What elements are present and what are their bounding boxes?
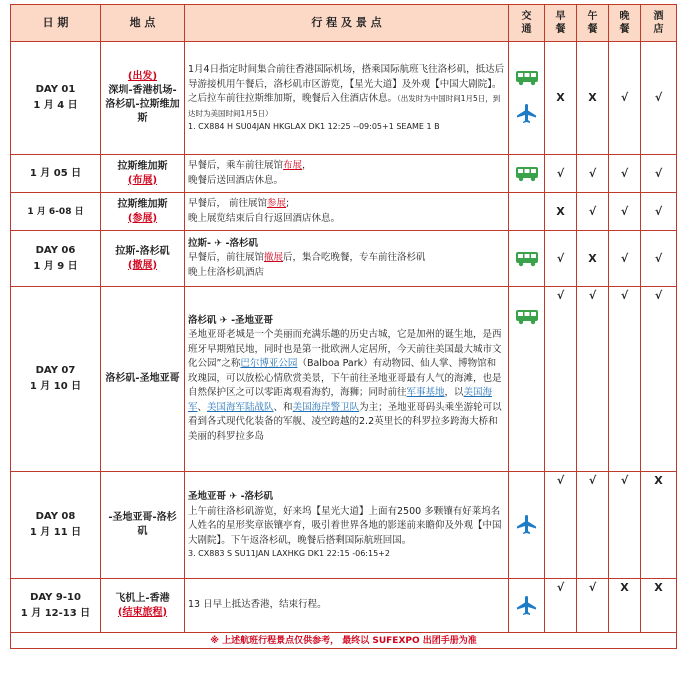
hotel-mark: √ [641, 42, 677, 155]
bus-icon [509, 309, 544, 325]
transport-cell [509, 579, 545, 633]
breakfast-mark: √ [545, 155, 577, 193]
day-cell: DAY 01 1 月 4 日 [11, 42, 101, 155]
plane-icon [509, 513, 544, 537]
lunch-mark: √ [577, 193, 609, 231]
header-date: 日 期 [11, 5, 101, 42]
breakfast-mark: X [545, 193, 577, 231]
itinerary-cell: 早餐后， 前往展馆参展; 晚上展览结束后自行返回酒店休息。 [185, 193, 509, 231]
location-cell: -圣地亚哥-洛杉矶 [101, 472, 185, 579]
location-cell: 拉斯维加斯 (布展) [101, 155, 185, 193]
plane-icon [509, 594, 544, 618]
dinner-mark: √ [609, 287, 641, 472]
lunch-mark: √ [577, 287, 609, 472]
header-lunch: 午 餐 [577, 5, 609, 42]
header-breakfast: 早 餐 [545, 5, 577, 42]
breakfast-mark: X [545, 42, 577, 155]
table-row [11, 287, 677, 472]
transport-cell [509, 155, 545, 193]
itinerary-cell: 洛杉矶 ✈ -圣地亚哥 圣地亚哥老城是一个美丽而充满乐趣的历史古城，它是加州的诞生地，是西班牙早期殖民地，同时也是第一批欧洲人定居所，今天前往美国最大城市文化公园”之称巴尔博亚公园（Balboa Park）有动物园、仙人掌、博物馆和玫瑰园，可以放松心情欣赏美景，下午前往圣地亚哥最有人气的海滩，也是自然保护区之可以零距离观看海豹，海狮；同时前往军事基地，以美国海军、美国海军陆战队、和美国海岸警卫队为主；圣地亚哥码头乘坐游轮可以看到各式现代化装备的军舰、凌空跨越的2.2英里长的科罗拉多跨海大桥和美丽的科罗拉多岛 [185, 287, 509, 472]
transport-cell [509, 287, 545, 472]
hotel-mark: X [641, 472, 677, 579]
link-us-marines[interactable]: 美国海军陆战队 [207, 401, 274, 413]
dinner-mark: √ [609, 42, 641, 155]
location-cell: (出发) 深圳-香港机场-洛杉矶-拉斯维加斯 [101, 42, 185, 155]
day-cell: DAY 06 1 月 9 日 [11, 231, 101, 287]
hotel-mark: √ [641, 287, 677, 472]
dinner-mark: √ [609, 472, 641, 579]
header-dinner: 晚 餐 [609, 5, 641, 42]
bus-icon [509, 70, 544, 86]
hotel-mark: √ [641, 193, 677, 231]
dinner-mark: X [609, 579, 641, 633]
itinerary-cell: 早餐后，乘车前往展馆布展， 晚餐后送回酒店休息。 [185, 155, 509, 193]
link-military-base[interactable]: 军事基地 [406, 387, 445, 399]
lunch-mark: √ [577, 472, 609, 579]
dinner-mark: √ [609, 155, 641, 193]
table-row [11, 155, 677, 193]
plane-icon [509, 102, 544, 126]
footer-note: ※ 上述航班行程景点仅供参考， 最终以 SUFEXPO 出团手册为准 [11, 633, 677, 649]
location-cell: 洛杉矶-圣地亚哥 [101, 287, 185, 472]
itinerary-cell: 1月4日指定时间集合前往香港国际机场，搭乘国际航班飞往洛杉矶，抵达后导游接机用午餐后，洛杉矶市区游览，【星光大道】及外观【中国大剧院】。之后拉车前往拉斯维加斯，晚餐后入住酒店休息。（出发时为中国时间1月5日，到达时为美国时间1月5日） 1. CX884 H SU04JAN HKGLAX DK1 12:25 --09:05+1 SEAME 1 B [185, 42, 509, 155]
dinner-mark: √ [609, 193, 641, 231]
location-cell: 拉斯-洛杉矶 (撤展) [101, 231, 185, 287]
table-row [11, 42, 677, 155]
day-cell: DAY 07 1 月 10 日 [11, 287, 101, 472]
location-cell: 拉斯维加斯 (参展) [101, 193, 185, 231]
transport-cell [509, 472, 545, 579]
day-cell: DAY 08 1 月 11 日 [11, 472, 101, 579]
hotel-mark: X [641, 579, 677, 633]
itinerary-cell: 13 日早上抵达香港，结束行程。 [185, 579, 509, 633]
itinerary-table [10, 4, 677, 649]
link-balboa-park[interactable]: 巴尔博亚公园 [240, 358, 298, 370]
lunch-mark: X [577, 231, 609, 287]
itinerary-cell: 圣地亚哥 ✈ -洛杉矶 上午前往洛杉矶游览，好来坞【星光大道】上面有2500 多颗镶有好莱坞名人姓名的星形奖章嵌镶亭育，吸引着世界各地的影迷前来瞻仰及外观【中国大剧院】。下午返洛杉矶，晚餐后搭剩国际航班回国。 3. CX883 S SU11JAN LAXHKG DK1 22:15 -06:15+2 [185, 472, 509, 579]
table-row [11, 193, 677, 231]
breakfast-mark: √ [545, 472, 577, 579]
breakfast-mark: √ [545, 231, 577, 287]
header-row [11, 5, 677, 42]
transport-cell [509, 193, 545, 231]
bus-icon [509, 166, 544, 182]
day-cell: DAY 9-10 1 月 12-13 日 [11, 579, 101, 633]
transport-cell [509, 42, 545, 155]
hotel-mark: √ [641, 231, 677, 287]
itinerary-cell: 拉斯- ✈ -洛杉矶 早餐后，前往展馆撤展后，集合吃晚餐，专车前往洛杉矶 晚上住洛杉矶酒店 [185, 231, 509, 287]
link-coast-guard[interactable]: 美国海岸警卫队 [292, 401, 360, 413]
link-us-navy[interactable]: 美国海军 [188, 387, 493, 413]
footer-row [11, 633, 677, 649]
hotel-mark: √ [641, 155, 677, 193]
table-row [11, 472, 677, 579]
header-location: 地 点 [101, 5, 185, 42]
header-hotel: 酒 店 [641, 5, 677, 42]
table-row [11, 231, 677, 287]
table-row [11, 579, 677, 633]
header-itinerary: 行 程 及 景 点 [185, 5, 509, 42]
breakfast-mark: √ [545, 287, 577, 472]
breakfast-mark: √ [545, 579, 577, 633]
lunch-mark: X [577, 42, 609, 155]
dinner-mark: √ [609, 231, 641, 287]
lunch-mark: √ [577, 579, 609, 633]
bus-icon [509, 251, 544, 267]
day-cell: 1 月 05 日 [11, 155, 101, 193]
lunch-mark: √ [577, 155, 609, 193]
header-transport: 交 通 [509, 5, 545, 42]
location-cell: 飞机上-香港 (结束旅程) [101, 579, 185, 633]
day-cell: 1 月 6-08 日 [11, 193, 101, 231]
transport-cell [509, 231, 545, 287]
